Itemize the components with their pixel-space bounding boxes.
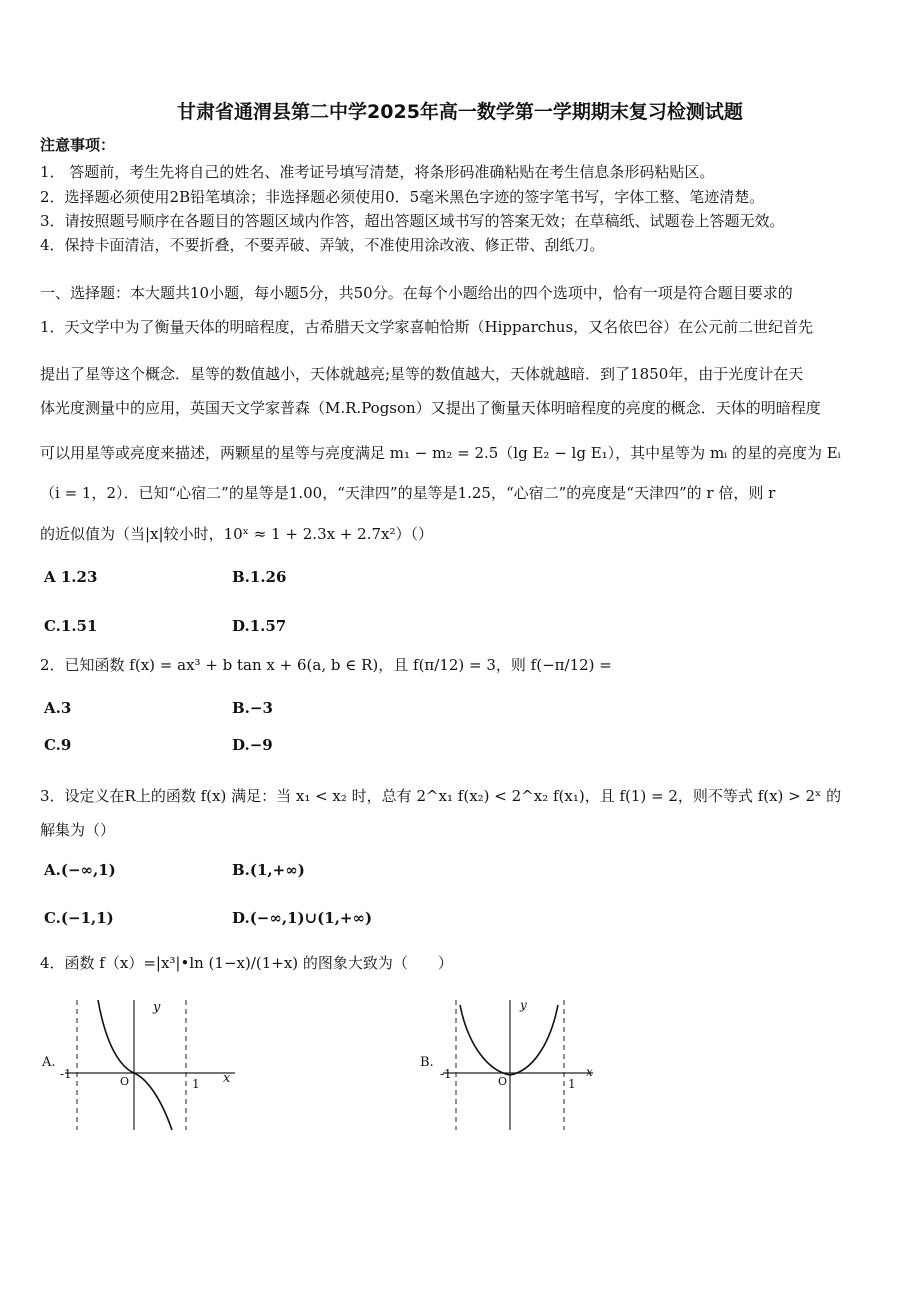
q2-option-d: D.−9	[232, 736, 273, 754]
y-axis-label: y	[153, 1000, 161, 1015]
notice-item: 3．请按照题号顺序在各题目的答题区域内作答，超出答题区域书写的答案无效；在草稿纸、试题卷上答题无效。	[40, 212, 785, 230]
q1-option-a: A 1.23	[44, 568, 98, 586]
origin-label: O	[498, 1075, 508, 1088]
q1-line: 提出了星等这个概念．星等的数值越小，天体就越亮;星等的数值越大，天体就越暗．到了1850年，由于光度计在天	[40, 365, 804, 383]
q2-option-b: B.−3	[232, 699, 273, 717]
page-title: 甘肃省通渭县第二中学2025年高一数学第一学期期末复习检测试题	[177, 101, 743, 123]
x-axis-label: x	[586, 1065, 593, 1079]
x-axis-label: x	[223, 1071, 231, 1086]
notice-item: 4．保持卡面清洁，不要折叠，不要弄破、弄皱，不准使用涂改液、修正带、刮纸刀。	[40, 236, 605, 254]
graph-a-curve	[40, 995, 240, 1135]
y-axis-label: y	[520, 998, 527, 1012]
q1-line: 可以用星等或亮度来描述，两颗星的星等与亮度满足 m₁ − m₂ = 2.5（lg E₂ − lg E₁），其中星等为 mᵢ 的星的亮度为 Eᵢ	[40, 444, 841, 462]
notice-heading: 注意事项：	[40, 136, 116, 154]
graph-label: B.	[420, 1055, 434, 1070]
q3-option-d: D.(−∞,1)∪(1,+∞)	[232, 909, 373, 927]
q1-option-d: D.1.57	[232, 617, 287, 635]
q2-stem: 2．已知函数 f(x) = ax³ + b tan x + 6(a, b ∈ R)，且 f(π/12) = 3，则 f(−π/12) =	[40, 656, 612, 674]
q1-line: 1．天文学中为了衡量天体的明暗程度，古希腊天文学家喜帕恰斯（Hipparchus，又名依巴谷）在公元前二世纪首先	[40, 318, 814, 336]
q1-line: 体光度测量中的应用，英国天文学家普森（M.R.Pogson）又提出了衡量天体明暗程度的亮度的概念．天体的明暗程度	[40, 399, 821, 417]
graph-b-curve	[418, 995, 598, 1135]
tick-label: 1	[568, 1077, 576, 1091]
origin-label: O	[120, 1075, 130, 1088]
q2-option-a: A.3	[44, 699, 72, 717]
q3-option-c: C.(−1,1)	[44, 909, 114, 927]
q2-option-c: C.9	[44, 736, 72, 754]
section-heading: 一、选择题：本大题共10小题，每小题5分，共50分。在每个小题给出的四个选项中，恰有一项是符合题目要求的	[40, 284, 793, 302]
q1-line: （i = 1，2）．已知“心宿二”的星等是1.00，“天津四”的星等是1.25，“心宿二”的亮度是“天津四”的 r 倍，则 r	[40, 484, 776, 502]
tick-label: 1	[192, 1077, 200, 1091]
q1-line: 的近似值为（当|x|较小时，10ˣ ≈ 1 + 2.3x + 2.7x²）（）	[40, 525, 434, 543]
q1-option-c: C.1.51	[44, 617, 98, 635]
q1-option-b: B.1.26	[232, 568, 287, 586]
tick-label: -1	[60, 1067, 72, 1081]
q4-stem: 4．函数 f（x）=|x³|•ln (1−x)/(1+x) 的图象大致为（ ）	[40, 954, 453, 972]
graph-label: A.	[42, 1055, 56, 1070]
q4-graph-b	[418, 995, 598, 1135]
notice-item: 1． 答题前，考生先将自己的姓名、准考证号填写清楚，将条形码准确粘贴在考生信息条形码粘贴区。	[40, 163, 715, 181]
q3-line: 解集为（）	[40, 821, 116, 839]
notice-item: 2．选择题必须使用2B铅笔填涂；非选择题必须使用0．5毫米黑色字迹的签字笔书写，字体工整、笔迹清楚。	[40, 188, 765, 206]
q3-option-b: B.(1,+∞)	[232, 861, 305, 879]
q3-line: 3．设定义在R上的函数 f(x) 满足：当 x₁ < x₂ 时，总有 2^x₁ f(x₂) < 2^x₂ f(x₁)，且 f(1) = 2，则不等式 f(x) > 2ˣ 的	[40, 787, 842, 805]
q4-graph-a	[40, 995, 240, 1135]
tick-label: -1	[440, 1067, 452, 1081]
q3-option-a: A.(−∞,1)	[44, 861, 116, 879]
